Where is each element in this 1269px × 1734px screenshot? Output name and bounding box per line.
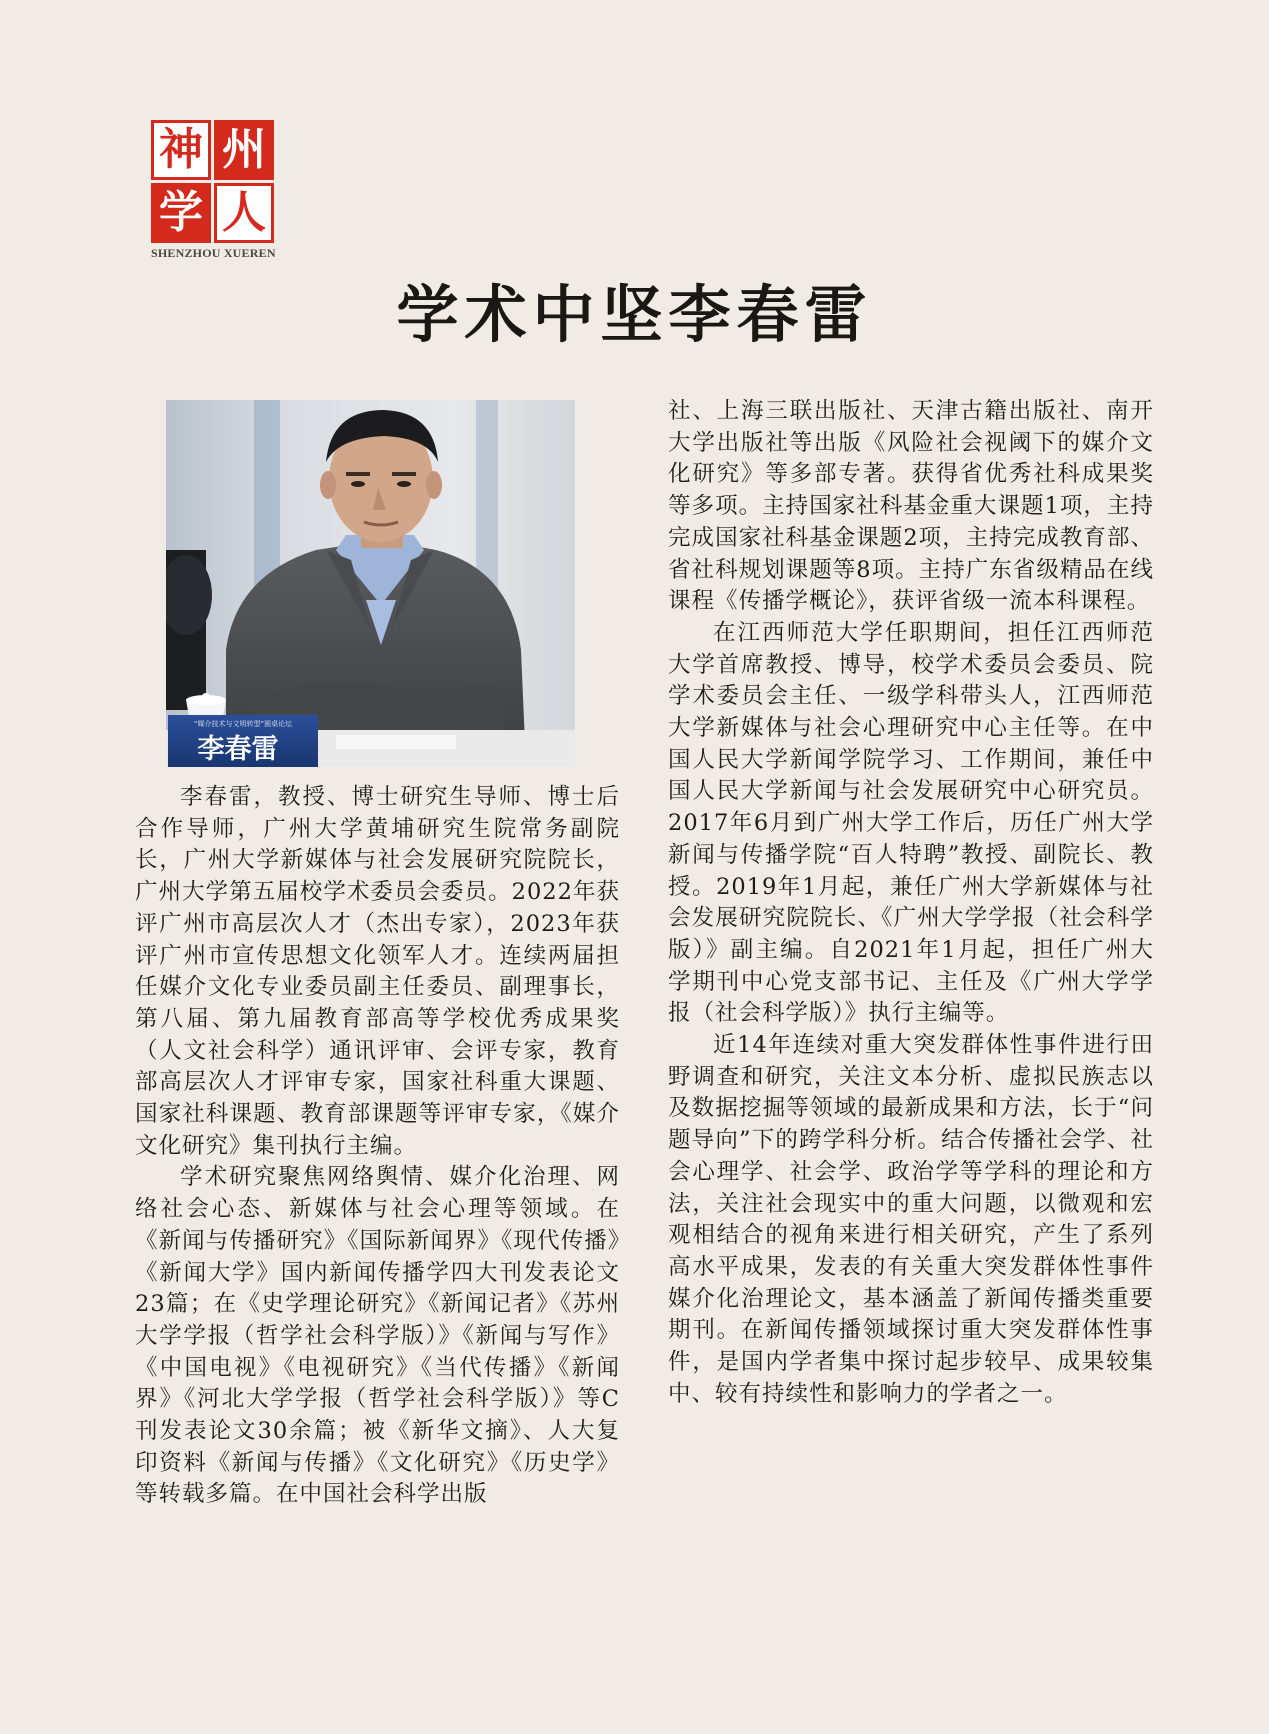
paragraph-research: 学术研究聚焦网络舆情、媒介化治理、网络社会心态、新媒体与社会心理等领域。在《新闻与传播研究》《国际新闻界》《现代传播》《新闻大学》国内新闻传播学四大刊发表论文23篇；在《史学理论研究》《新闻记者》《苏州大学学报（哲学社会科学版）》《新闻与写作》《中国电视》《电视研究》《当代传播》《新闻界》《河北大学学报（哲学社会科学版）》等C刊发表论文30余篇；被《新华文摘》、人大复印资料《新闻与传播》《文化研究》《历史学》等转载多篇。在中国社会科学出版: [135, 1164, 620, 1508]
paragraph-bio: 李春雷，教授、博士研究生导师、博士后合作导师，广州大学黄埔研究生院常务副院长，广州大学新媒体与社会发展研究院院长，广州大学第五届校学术委员会委员。2022年获评广州市高层次人才（杰出专家），2023年获评广州市宣传思想文化领军人才。连续两届担任媒介文化专业委员副主任委员、副理事长，第八届、第九届教育部高等学校优秀成果奖（人文社会科学）通讯评审、会评专家，教育部高层次人才评审专家，国家社科重大课题、国家社科课题、教育部课题等评审专家，《媒介文化研究》集刊执行主编。: [135, 784, 620, 1159]
paragraph-fieldwork: 近14年连续对重大突发群体性事件进行田野调查和研究，关注文本分析、虚拟民族志以及数据挖掘等领域的最新成果和方法，长于“问题导向”下的跨学科分析。结合传播社会学、社会心理学、社会学、政治学等学科的理论和方法，关注社会现实中的重大问题，以微观和宏观相结合的视角来进行相关研究，产生了系列高水平成果，发表的有关重大突发群体性事件媒介化治理论文，基本涵盖了新闻传播类重要期刊。在新闻传播领域探讨重大突发群体性事件，是国内学者集中探讨起步较早、成果较集中、较有持续性和影响力的学者之一。: [668, 1032, 1154, 1407]
logo-char-ren: 人: [214, 183, 274, 243]
logo-char-shen: 神: [151, 120, 211, 180]
logo-subtitle: SHENZHOU XUEREN: [151, 246, 276, 260]
magazine-logo: [151, 120, 275, 261]
logo-char-zhou: 州: [214, 120, 274, 180]
paragraph-career: 在江西师范大学任职期间，担任江西师范大学首席教授、博导，校学术委员会委员、院学术委员会主任、一级学科带头人，江西师范大学新媒体与社会心理研究中心主任等。在中国人民大学新闻学院学习、工作期间，兼任中国人民大学新闻与社会发展研究中心研究员。2017年6月到广州大学工作后，历任广州大学新闻与传播学院“百人特聘”教授、副院长、教授。2019年1月起，兼任广州大学新媒体与社会发展研究院院长、《广州大学学报（社会科学版）》副主编。自2021年1月起，担任广州大学期刊中心党支部书记、主任及《广州大学学报（社会科学版）》执行主编等。: [668, 619, 1154, 1027]
portrait-photo: [166, 400, 575, 767]
left-column: [135, 782, 620, 1511]
logo-char-xue: 学: [151, 183, 211, 243]
nameplate-caption: “媒介技术与文明转型”圆桌论坛: [193, 720, 293, 728]
right-column: [668, 396, 1154, 1411]
article-title: 学术中坚李春雷: [396, 278, 873, 351]
nameplate-name: 李春雷: [197, 734, 279, 765]
paragraph-research-continued: 社、上海三联出版社、天津古籍出版社、南开大学出版社等出版《风险社会视阈下的媒介文化研究》等多部专著。获得省优秀社科成果奖等多项。主持国家社科基金重大课题1项，主持完成国家社科基金课题2项，主持完成教育部、省社科规划课题等8项。主持广东省级精品在线课程《传播学概论》，获评省级一流本科课程。: [668, 398, 1154, 615]
logo-grid: [151, 120, 275, 243]
